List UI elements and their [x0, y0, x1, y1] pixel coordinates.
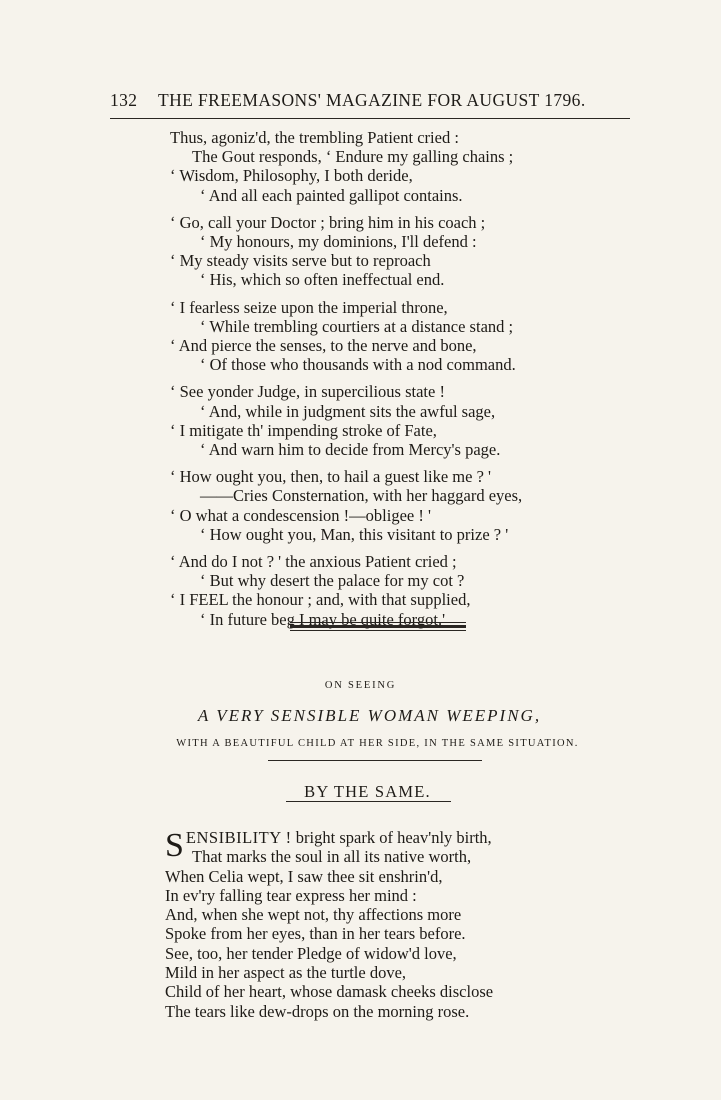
byline: BY THE SAME.	[304, 782, 431, 801]
stanza	[170, 128, 610, 205]
verse-line: ‘ O what a condescension !—obligee ! '	[170, 505, 431, 525]
verse-line: ‘ I FEEL the honour ; and, with that supplied,	[170, 590, 471, 610]
verse-line: ‘ In future beg I may be quite forgot.'	[200, 609, 446, 629]
drop-cap: S	[165, 827, 184, 864]
verse-line: ‘ And all each painted gallipot contains.	[200, 185, 463, 205]
title-rule	[268, 760, 482, 761]
verse-line: ‘ My honours, my dominions, I'll defend :	[200, 232, 477, 252]
header-rule	[110, 118, 630, 119]
stanza	[170, 213, 610, 290]
stanza	[170, 382, 610, 459]
verse-line: That marks the soul in all its native worth,	[192, 847, 472, 867]
verse-line: ‘ See yonder Judge, in supercilious state !	[170, 382, 445, 402]
verse-line: ‘ I fearless seize upon the imperial throne,	[170, 297, 448, 317]
verse-line: ‘ How ought you, then, to hail a guest like me ? '	[170, 467, 491, 487]
poem-title: A VERY SENSIBLE WOMAN WEEPING,	[197, 706, 542, 725]
byline-rule	[286, 801, 451, 802]
verse-line: ——Cries Consternation, with her haggard eyes,	[200, 486, 523, 506]
poem-subtitle: WITH A BEAUTIFUL CHILD AT HER SIDE, IN THE SAME SITUATION.	[176, 738, 579, 749]
stanza	[170, 552, 610, 629]
verse-line: ‘ But why desert the palace for my cot ?	[200, 571, 465, 591]
verse-line: ‘ Of those who thousands with a nod command.	[200, 355, 516, 375]
first-word: ENSIBILITY !	[185, 828, 292, 847]
verse-line: Thus, agoniz'd, the trembling Patient cried :	[170, 128, 459, 147]
verse-line: ‘ And do I not ? ' the anxious Patient cried ;	[170, 552, 457, 572]
ornamental-divider	[290, 622, 466, 631]
verse-line: ‘ And warn him to decide from Mercy's page.	[200, 440, 501, 460]
verse-line: Spoke from her eyes, than in her tears before.	[165, 924, 466, 944]
poem-sensibility	[165, 828, 615, 1021]
first-line-rest: bright spark of heav'nly birth,	[291, 828, 492, 847]
verse-line: ‘ While trembling courtiers at a distance stand ;	[200, 316, 514, 336]
verse-line: ‘ I mitigate th' impending stroke of Fate,	[170, 420, 437, 440]
verse-line: ‘ Go, call your Doctor ; bring him in his coach ;	[170, 212, 486, 232]
section-prefix: ON SEEING	[324, 680, 397, 691]
running-title: THE FREEMASONS' MAGAZINE FOR AUGUST 1796.	[158, 90, 586, 110]
page-number: 132	[110, 90, 138, 110]
poem-the-gout	[170, 128, 610, 637]
verse-line: ‘ And pierce the senses, to the nerve and bone,	[170, 336, 477, 356]
verse-line: ‘ How ought you, Man, this visitant to prize ? '	[200, 524, 509, 544]
verse-line: ‘ Wisdom, Philosophy, I both deride,	[170, 166, 413, 186]
verse-line: The Gout responds, ‘ Endure my galling chains ;	[192, 147, 514, 167]
stanza	[170, 467, 610, 544]
verse-line: And, when she wept not, thy affections more	[165, 905, 462, 925]
verse-line: ‘ My steady visits serve but to reproach	[170, 251, 431, 271]
verse-line: ‘ His, which so often ineffectual end.	[200, 270, 445, 290]
verse-line: When Celia wept, I saw thee sit enshrin'd,	[165, 866, 443, 886]
verse-line: ‘ And, while in judgment sits the awful sage,	[200, 401, 496, 421]
running-header	[110, 90, 625, 114]
verse-line: The tears like dew-drops on the morning rose.	[165, 1001, 470, 1021]
verse-line: Mild in her aspect as the turtle dove,	[165, 963, 407, 983]
stanza	[170, 298, 610, 375]
verse-line: In ev'ry falling tear express her mind :	[165, 885, 417, 905]
verse-line: Child of her heart, whose damask cheeks disclose	[165, 982, 494, 1002]
verse-line: See, too, her tender Pledge of widow'd love,	[165, 943, 457, 963]
